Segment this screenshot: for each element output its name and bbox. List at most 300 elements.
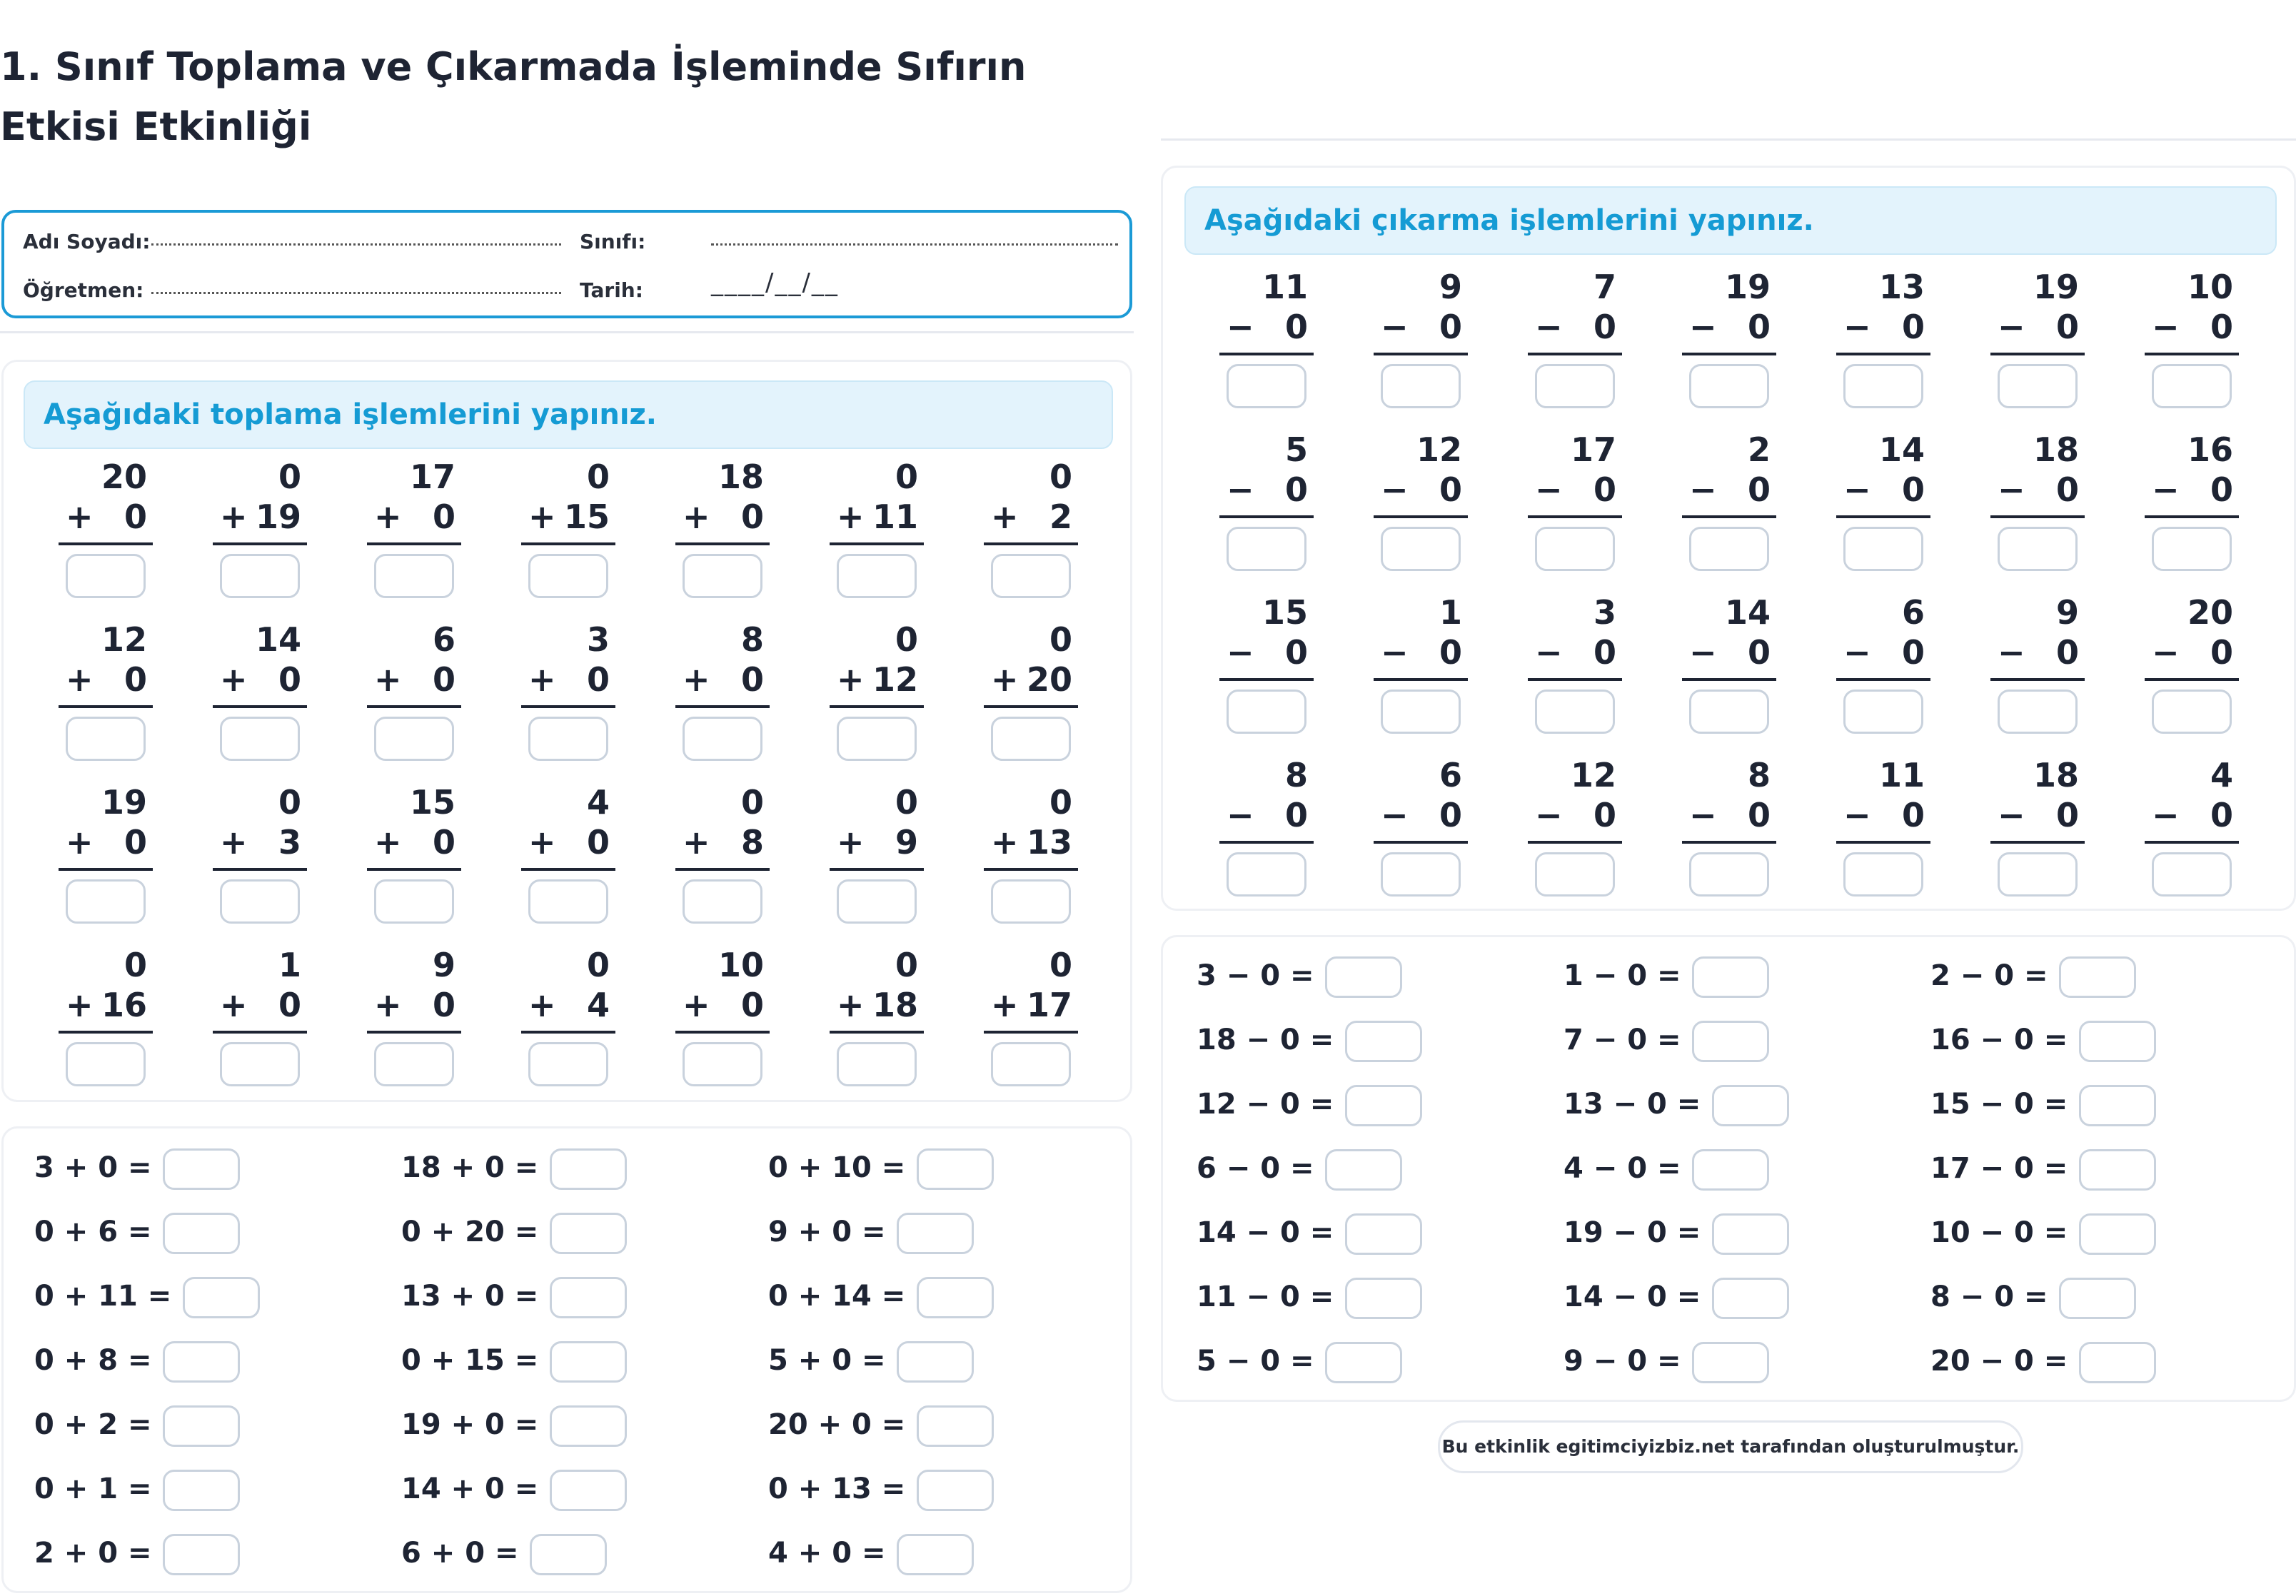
horizontal-problem [1564, 1208, 1920, 1258]
top-number: 18 [2033, 430, 2079, 469]
plus-sign: + [66, 660, 94, 699]
vertical-problem [981, 945, 1081, 1105]
plus-sign: + [837, 660, 865, 699]
equation-text: 11 − 0 = [1197, 1281, 1334, 1313]
top-number: 19 [101, 783, 147, 822]
sum-line [1528, 353, 1622, 355]
answer-box[interactable] [683, 879, 762, 924]
bottom-number: 0 [2055, 633, 2079, 672]
answer-box[interactable] [183, 1277, 260, 1318]
answer-box[interactable] [1843, 527, 1923, 571]
class-field[interactable] [711, 238, 1118, 246]
horizontal-problem [1930, 1143, 2287, 1193]
sum-line [1990, 353, 2085, 355]
answer-box[interactable] [1535, 852, 1615, 897]
answer-box[interactable] [2152, 527, 2232, 571]
answer-box[interactable] [163, 1534, 240, 1575]
minus-sign: − [1689, 470, 1717, 509]
sum-line [1682, 678, 1776, 681]
answer-box[interactable] [66, 717, 146, 761]
bottom-number: 0 [1284, 470, 1308, 509]
equation-text: 2 + 0 = [34, 1537, 152, 1570]
vertical-problem [1679, 430, 1779, 590]
equation-text: 16 − 0 = [1930, 1024, 2068, 1056]
vertical-problem [56, 620, 156, 779]
horizontal-problem [1197, 1079, 1554, 1129]
answer-box[interactable] [1381, 690, 1461, 734]
plus-sign: + [220, 823, 248, 862]
equation-text: 15 − 0 = [1930, 1088, 2068, 1121]
vertical-problem [2142, 592, 2242, 752]
bottom-number: 0 [1901, 470, 1925, 509]
minus-sign: − [1227, 796, 1254, 834]
bottom-number: 16 [101, 986, 147, 1024]
top-number: 0 [895, 458, 918, 496]
answer-box[interactable] [1345, 1021, 1422, 1062]
plus-sign: + [374, 660, 402, 699]
top-number: 0 [124, 946, 147, 984]
equation-text: 5 − 0 = [1197, 1345, 1314, 1378]
vertical-problem [364, 620, 464, 779]
answer-box[interactable] [163, 1405, 240, 1447]
equation-text: 18 + 0 = [401, 1151, 539, 1184]
vertical-problem [1371, 755, 1471, 915]
top-number: 0 [1049, 458, 1072, 496]
sum-line [1836, 841, 1930, 844]
subtraction-heading: Aşağıdaki çıkarma işlemlerini yapınız. [1184, 186, 2277, 255]
equation-text: 18 − 0 = [1197, 1024, 1334, 1056]
answer-box[interactable] [66, 554, 146, 598]
answer-box[interactable] [1689, 690, 1769, 734]
answer-box[interactable] [2152, 852, 2232, 897]
horizontal-problem [401, 1207, 758, 1257]
answer-box[interactable] [1692, 1342, 1769, 1383]
answer-box[interactable] [837, 554, 917, 598]
sum-line [521, 542, 615, 545]
answer-box[interactable] [1535, 364, 1615, 408]
equation-text: 6 + 0 = [401, 1537, 519, 1570]
minus-sign: − [2152, 633, 2180, 672]
vertical-problem [1833, 755, 1933, 915]
plus-sign: + [66, 823, 94, 862]
answer-box[interactable] [2079, 1021, 2156, 1062]
minus-sign: − [1535, 308, 1563, 346]
answer-box[interactable] [374, 554, 454, 598]
vertical-problem [1679, 592, 1779, 752]
bottom-number: 0 [1747, 308, 1771, 346]
sum-line [1836, 353, 1930, 355]
answer-box[interactable] [550, 1341, 627, 1383]
top-number: 9 [432, 946, 455, 984]
bottom-number: 0 [1439, 308, 1462, 346]
name-label: Adı Soyadı: [23, 230, 151, 253]
top-number: 0 [1049, 620, 1072, 659]
plus-sign: + [683, 498, 710, 536]
top-number: 4 [586, 783, 610, 822]
bottom-number: 0 [2210, 308, 2233, 346]
answer-box[interactable] [683, 1042, 762, 1086]
plus-sign: + [66, 986, 94, 1024]
vertical-problem [210, 945, 310, 1105]
minus-sign: − [1998, 796, 2025, 834]
equation-text: 5 + 0 = [768, 1344, 886, 1377]
equation-text: 2 − 0 = [1930, 959, 2048, 992]
answer-box[interactable] [1535, 527, 1615, 571]
equation-text: 0 + 8 = [34, 1344, 152, 1377]
top-number: 0 [1049, 946, 1072, 984]
vertical-problem [364, 945, 464, 1105]
answer-box[interactable] [163, 1148, 240, 1190]
answer-box[interactable] [1689, 852, 1769, 897]
answer-box[interactable] [530, 1534, 607, 1575]
answer-box[interactable] [897, 1534, 974, 1575]
minus-sign: − [1689, 633, 1717, 672]
equation-text: 0 + 11 = [34, 1280, 172, 1313]
bottom-number: 0 [740, 986, 764, 1024]
answer-box[interactable] [163, 1470, 240, 1511]
answer-box[interactable] [1712, 1278, 1789, 1319]
answer-box[interactable] [550, 1213, 627, 1254]
answer-box[interactable] [2059, 1278, 2136, 1319]
answer-box[interactable] [1227, 852, 1306, 897]
answer-box[interactable] [66, 1042, 146, 1086]
answer-box[interactable] [991, 879, 1071, 924]
horizontal-problem [34, 1464, 391, 1514]
date-label: Tarih: [580, 278, 643, 302]
top-number: 17 [409, 458, 455, 496]
plus-sign: + [837, 823, 865, 862]
equation-text: 14 + 0 = [401, 1473, 539, 1505]
vertical-problem [981, 620, 1081, 779]
equation-text: 13 + 0 = [401, 1280, 539, 1313]
plus-sign: + [837, 498, 865, 536]
equation-text: 17 − 0 = [1930, 1152, 2068, 1185]
answer-box[interactable] [1227, 527, 1306, 571]
horizontal-problem [1564, 1143, 1920, 1193]
vertical-problem [56, 782, 156, 942]
sum-line [1219, 353, 1314, 355]
plus-sign: + [220, 986, 248, 1024]
answer-box[interactable] [1998, 852, 2078, 897]
page-title: 1. Sınıf Toplama ve Çıkarmada İşleminde Sıfırın Etkisi Etkinliği [0, 44, 1027, 149]
sum-line [1219, 515, 1314, 518]
answer-box[interactable] [2152, 364, 2232, 408]
top-number: 0 [895, 783, 918, 822]
horizontal-problem [1197, 1143, 1554, 1193]
bottom-number: 0 [1593, 796, 1616, 834]
horizontal-problem [768, 1271, 1125, 1321]
vertical-problem [1679, 755, 1779, 915]
minus-sign: − [1535, 796, 1563, 834]
sum-line [1374, 515, 1468, 518]
answer-box[interactable] [1227, 364, 1306, 408]
answer-box[interactable] [374, 717, 454, 761]
answer-box[interactable] [220, 1042, 300, 1086]
answer-box[interactable] [2079, 1213, 2156, 1255]
answer-box[interactable] [991, 1042, 1071, 1086]
answer-box[interactable] [163, 1213, 240, 1254]
sum-line [2145, 841, 2239, 844]
divider-left [0, 331, 1134, 333]
equation-text: 6 − 0 = [1197, 1152, 1314, 1185]
answer-box[interactable] [550, 1277, 627, 1318]
horizontal-problem [1564, 1336, 1920, 1386]
bottom-number: 0 [1439, 633, 1462, 672]
minus-sign: − [1227, 633, 1254, 672]
plus-sign: + [683, 660, 710, 699]
equation-text: 0 + 13 = [768, 1473, 906, 1505]
sum-line [830, 705, 924, 708]
sum-line [1836, 515, 1930, 518]
top-number: 12 [1416, 430, 1462, 469]
top-number: 8 [1284, 756, 1308, 794]
sum-line [1528, 841, 1622, 844]
answer-box[interactable] [1998, 527, 2078, 571]
answer-box[interactable] [220, 554, 300, 598]
horizontal-problem [1930, 1272, 2287, 1322]
top-number: 15 [1262, 593, 1308, 632]
answer-box[interactable] [991, 717, 1071, 761]
answer-box[interactable] [1712, 1213, 1789, 1255]
answer-box[interactable] [163, 1341, 240, 1383]
horizontal-problem [768, 1207, 1125, 1257]
sum-line [675, 1031, 770, 1034]
horizontal-problem [1197, 1015, 1554, 1065]
answer-box[interactable] [1325, 956, 1402, 998]
sum-line [830, 1031, 924, 1034]
answer-box[interactable] [1843, 364, 1923, 408]
sum-line [1682, 353, 1776, 355]
answer-box[interactable] [917, 1405, 994, 1447]
equation-text: 7 − 0 = [1564, 1024, 1681, 1056]
horizontal-problem [768, 1143, 1125, 1193]
bottom-number: 8 [740, 823, 764, 862]
answer-box[interactable] [1689, 527, 1769, 571]
answer-box[interactable] [1227, 690, 1306, 734]
equation-text: 0 + 15 = [401, 1344, 539, 1377]
answer-box[interactable] [1345, 1213, 1422, 1255]
answer-box[interactable] [1535, 690, 1615, 734]
vertical-problem [673, 457, 772, 617]
sum-line [367, 705, 461, 708]
top-number: 0 [1049, 783, 1072, 822]
answer-box[interactable] [683, 554, 762, 598]
answer-box[interactable] [897, 1341, 974, 1383]
answer-box[interactable] [1381, 364, 1461, 408]
answer-box[interactable] [220, 879, 300, 924]
minus-sign: − [1381, 633, 1409, 672]
answer-box[interactable] [837, 1042, 917, 1086]
top-number: 11 [1878, 756, 1925, 794]
minus-sign: − [1227, 308, 1254, 346]
top-number: 3 [586, 620, 610, 659]
equation-text: 19 + 0 = [401, 1408, 539, 1441]
footer-credit: Bu etkinlik egitimciyizbiz.net tarafından oluşturulmuştur. [1438, 1420, 2023, 1473]
answer-box[interactable] [550, 1148, 627, 1190]
bottom-number: 0 [1747, 796, 1771, 834]
answer-box[interactable] [837, 879, 917, 924]
equation-text: 0 + 1 = [34, 1473, 152, 1505]
equation-text: 4 − 0 = [1564, 1152, 1681, 1185]
top-number: 14 [255, 620, 301, 659]
name-field[interactable] [151, 238, 561, 246]
answer-box[interactable] [1692, 1021, 1769, 1062]
answer-box[interactable] [220, 717, 300, 761]
plus-sign: + [220, 660, 248, 699]
answer-box[interactable] [1998, 364, 2078, 408]
answer-box[interactable] [1689, 364, 1769, 408]
sum-line [1219, 841, 1314, 844]
vertical-problem [518, 782, 618, 942]
answer-box[interactable] [528, 879, 608, 924]
sum-line [830, 542, 924, 545]
sum-line [984, 542, 1078, 545]
bottom-number: 9 [895, 823, 918, 862]
top-number: 10 [2187, 268, 2233, 306]
plus-sign: + [991, 498, 1019, 536]
answer-box[interactable] [374, 1042, 454, 1086]
date-field[interactable]: ____/__/__ [711, 268, 839, 297]
minus-sign: − [1998, 633, 2025, 672]
sum-line [367, 868, 461, 871]
vertical-problem [673, 620, 772, 779]
answer-box[interactable] [2079, 1342, 2156, 1383]
answer-box[interactable] [374, 879, 454, 924]
answer-box[interactable] [1381, 527, 1461, 571]
equation-text: 19 − 0 = [1564, 1216, 1701, 1249]
answer-box[interactable] [1998, 690, 2078, 734]
bottom-number: 0 [2055, 470, 2079, 509]
sum-line [1836, 678, 1930, 681]
answer-box[interactable] [550, 1405, 627, 1447]
answer-box[interactable] [550, 1470, 627, 1511]
sum-line [213, 1031, 307, 1034]
bottom-number: 0 [586, 660, 610, 699]
minus-sign: − [1381, 470, 1409, 509]
bottom-number: 12 [872, 660, 918, 699]
equation-text: 3 − 0 = [1197, 959, 1314, 992]
horizontal-problem [34, 1335, 391, 1385]
bottom-number: 0 [1439, 470, 1462, 509]
sum-line [59, 705, 153, 708]
bottom-number: 0 [124, 660, 147, 699]
equation-text: 0 + 2 = [34, 1408, 152, 1441]
answer-box[interactable] [66, 879, 146, 924]
sum-line [2145, 353, 2239, 355]
bottom-number: 18 [872, 986, 918, 1024]
top-number: 6 [1901, 593, 1925, 632]
answer-box[interactable] [917, 1470, 994, 1511]
answer-box[interactable] [917, 1277, 994, 1318]
sum-line [367, 542, 461, 545]
teacher-field[interactable] [151, 287, 561, 294]
sum-line [521, 1031, 615, 1034]
sum-line [59, 542, 153, 545]
horizontal-problem [401, 1143, 758, 1193]
top-number: 17 [1570, 430, 1616, 469]
vertical-problem [1988, 592, 2088, 752]
answer-box[interactable] [1325, 1149, 1402, 1191]
vertical-problem [518, 945, 618, 1105]
answer-box[interactable] [991, 554, 1071, 598]
top-number: 20 [2187, 593, 2233, 632]
sum-line [59, 1031, 153, 1034]
top-number: 3 [1593, 593, 1616, 632]
answer-box[interactable] [1325, 1342, 1402, 1383]
vertical-problem [1833, 592, 1933, 752]
top-number: 18 [2033, 756, 2079, 794]
bottom-number: 0 [1284, 308, 1308, 346]
answer-box[interactable] [1381, 852, 1461, 897]
answer-box[interactable] [2079, 1149, 2156, 1191]
answer-box[interactable] [1712, 1085, 1789, 1126]
bottom-number: 0 [1747, 633, 1771, 672]
sum-line [1990, 515, 2085, 518]
answer-box[interactable] [2059, 956, 2136, 998]
answer-box[interactable] [837, 717, 917, 761]
top-number: 0 [278, 458, 301, 496]
minus-sign: − [1381, 308, 1409, 346]
vertical-problem [518, 620, 618, 779]
top-number: 18 [718, 458, 764, 496]
vertical-problem [1525, 430, 1625, 590]
sum-line [1374, 353, 1468, 355]
horizontal-problem [1930, 1336, 2287, 1386]
answer-box[interactable] [1345, 1085, 1422, 1126]
vertical-problem [1525, 755, 1625, 915]
horizontal-problem [34, 1271, 391, 1321]
vertical-problem [364, 457, 464, 617]
bottom-number: 0 [432, 498, 455, 536]
horizontal-problem [1197, 1272, 1554, 1322]
answer-box[interactable] [2152, 690, 2232, 734]
vertical-problem [1371, 592, 1471, 752]
sum-line [1528, 515, 1622, 518]
answer-box[interactable] [528, 1042, 608, 1086]
vertical-problem [56, 945, 156, 1105]
answer-box[interactable] [917, 1148, 994, 1190]
vertical-problem [1217, 592, 1316, 752]
answer-box[interactable] [683, 717, 762, 761]
vertical-problem [1679, 267, 1779, 427]
top-number: 0 [586, 458, 610, 496]
answer-box[interactable] [1843, 852, 1923, 897]
horizontal-problem [1197, 1208, 1554, 1258]
equation-text: 0 + 20 = [401, 1216, 539, 1248]
minus-sign: − [1843, 308, 1871, 346]
answer-box[interactable] [1345, 1278, 1422, 1319]
bottom-number: 3 [278, 823, 301, 862]
bottom-number: 0 [2210, 470, 2233, 509]
answer-box[interactable] [897, 1213, 974, 1254]
answer-box[interactable] [1692, 956, 1769, 998]
answer-box[interactable] [528, 554, 608, 598]
answer-box[interactable] [528, 717, 608, 761]
equation-text: 3 + 0 = [34, 1151, 152, 1184]
top-number: 7 [1593, 268, 1616, 306]
answer-box[interactable] [2079, 1085, 2156, 1126]
plus-sign: + [374, 823, 402, 862]
minus-sign: − [1998, 470, 2025, 509]
answer-box[interactable] [1692, 1149, 1769, 1191]
sum-line [1374, 841, 1468, 844]
answer-box[interactable] [1843, 690, 1923, 734]
plus-sign: + [220, 498, 248, 536]
bottom-number: 0 [278, 660, 301, 699]
bottom-number: 0 [432, 823, 455, 862]
bottom-number: 0 [1593, 633, 1616, 672]
plus-sign: + [991, 660, 1019, 699]
